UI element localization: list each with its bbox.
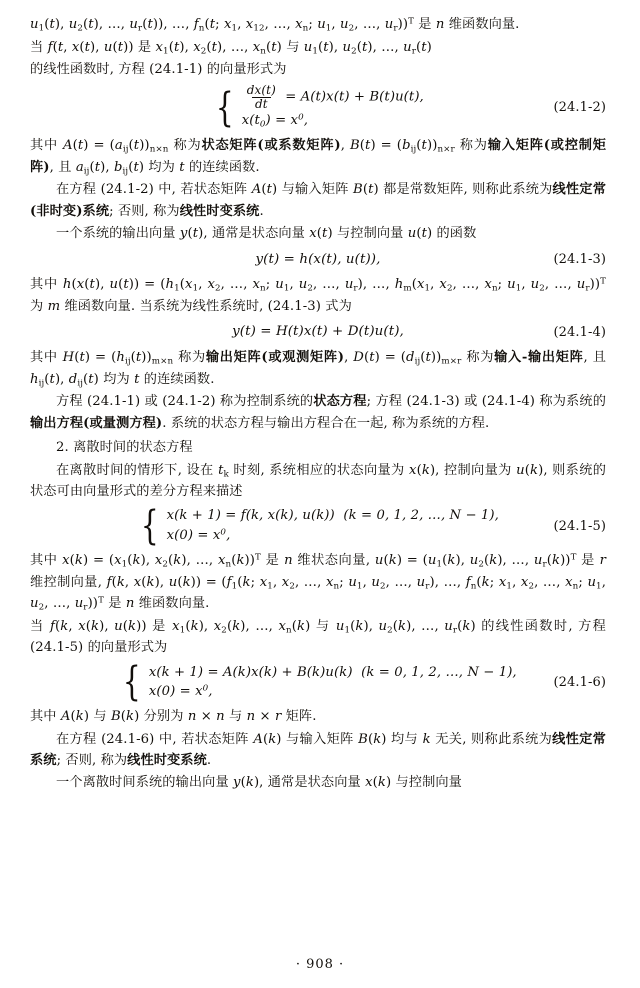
left-brace: { [140,503,159,550]
equation-line-1: x(k + 1) = A(k)x(k) + B(k)u(k) (k = 0, 1, 2, …, N − 1), [148,664,517,680]
paragraph-10: 在离散时间的情形下, 设在 $t_k$ 时刻, 系统相应的状态向量为 x(k), 控制向量为 u(k), 则系统的状态可由向量形式的差分方程来描述 [30,462,607,500]
equation-24-1-6 [30,659,606,706]
equation-system [212,84,424,131]
equation-system [119,659,517,706]
paragraph-1: $u_1(t)$, $u_2(t)$, …, $u_r(t)$), …, $f_n(t$; $x_1$, $x_{12}$, …, $x_n$; $u_1$, $u_2$, …, $u_r))^T$ 是 n 维函数向量. [30,16,520,34]
derivative-fraction: $\frac{dx(t)}{dt}$ [246,83,276,112]
equation-body: y(t) = H(t)x(t) + D(t)u(t), [232,324,404,340]
paragraph-13: 其中 A(k) 与 B(k) 分别为 n × n 与 n × r 矩阵. [30,709,317,725]
term-ltv-system-discrete: 线性时变系统 [127,752,207,768]
term-lti-system: 线性定常(非时变)系统 [30,182,606,219]
left-brace: { [123,659,141,706]
paragraph-4: 其中 $A(t) = (a_{ij}(t))_{n\times n}$ 称为状态矩阵(或系数矩阵), $B(t) = (b_{ij}(t))_{n\times r}$ 称为输入矩阵(或控制矩阵), 且 $a_{ij}(t)$, $b_{ij}(t)$ 均为 t 的连续函数. [30,138,606,177]
equation-number: (24.1-3) [553,251,606,267]
paragraph-6: 一个系统的输出向量 y(t), 通常是状态向量 x(t) 与控制向量 u(t) 的函数 [56,226,477,242]
equation-number: (24.1-6) [553,674,606,690]
paragraph-11: 其中 $x(k) = (x_1(k)$, $x_2(k)$, …, $x_n(k))^T$ 是 n 维状态向量, $u(k) = (u_1(k)$, $u_2(k)$, …, $u_r(k))^T$ 是 r 维控制向量, f(k, x(k), $u(k)) = (f_1(k$; $x_1$, $x_2$, …, $x_n$; $u_1$, $u_2$, …, $u_r$), …, $f_n(k$; $x_1$, $x_2$, …, $x_n$; $u_1$, $u_2$, …, $u_r))^T$ 是 n 维函数向量. [30,552,606,613]
equation-line-2: $x(0) = x^0$, [166,527,231,544]
equation-24-1-4 [30,321,606,343]
page-body [30,14,606,794]
page-number: · 908 · [295,957,345,972]
equation-line-1: $\frac{dx(t)}{dt}$ = A(t)x(t) + B(t)u(t), [242,84,424,110]
paragraph-7: 其中 h(x(t), $u(t)) = (h_1(x_1$, $x_2$, …, $x_n$; $u_1$, $u_2$, …, $u_r$), …, $h_m(x_1$, $x_2$, …, $x_n$; $u_1$, $u_2$, …, $u_r))^T$ 为 m 维函数向量. 当系统为线性系统时, (24.1-3) 式为 [30,277,606,314]
equation-line-1: x(k + 1) = f(k, x(k), u(k)) (k = 0, 1, 2, …, N − 1), [166,508,499,524]
equation-system [137,503,499,550]
section-heading: 2. 离散时间的状态方程 [56,440,193,456]
term-ltv-system: 线性时变系统 [179,203,260,219]
equation-number: (24.1-4) [553,324,606,340]
equation-body: y(t) = h(x(t), u(t)), [255,251,381,267]
paragraph-5: 在方程 (24.1-2) 中, 若状态矩阵 A(t) 与输入矩阵 B(t) 都是常数矩阵, 则称此系统为线性定常(非时变)系统; 否则, 称为线性时变系统. [30,182,606,219]
equation-24-1-5 [30,503,606,550]
paragraph-12: 当 f(k, x(k), u(k)) 是 $x_1(k)$, $x_2(k)$, …, $x_n(k)$ 与 $u_1(k)$, $u_2(k)$, …, $u_r(k)$ 的线性函数时, 方程 (24.1-5) 的向量形式为 [30,618,606,656]
equation-number: (24.1-2) [553,100,606,116]
term-io-matrix: 输入-输出矩阵 [494,350,584,366]
term-input-matrix: 输入矩阵(或控制矩阵) [30,138,606,175]
equation-24-1-2 [30,84,606,131]
paragraph-15: 一个离散时间系统的输出向量 y(k), 通常是状态向量 x(k) 与控制向量 [56,775,462,791]
equation-line-2: $x(0) = x^0$, [148,684,213,700]
paragraph-14: 在方程 (24.1-6) 中, 若状态矩阵 A(k) 与输入矩阵 B(k) 均与 k 无关, 则称此系统为线性定常系统; 否则, 称为线性时变系统. [30,731,606,768]
equation-number: (24.1-5) [553,518,606,534]
term-output-equation: 输出方程(或量测方程) [30,415,163,431]
paragraph-8: 其中 $H(t) = (h_{ij}(t))_{m\times n}$ 称为输出矩阵(或观测矩阵), $D(t) = (d_{ij}(t))_{m\times r}$ 称为输入-输出矩阵, 且 $h_{ij}(t)$, $d_{ij}(t)$ 均为 t 的连续函数. [30,350,607,389]
equation-line-2: $x(t_0) = x^0$, [241,112,309,130]
equation-24-1-3 [30,248,606,270]
paragraph-2: 当 f(t, x(t), u(t)) 是 $x_1(t)$, $x_2(t)$, …, $x_n(t)$ 与 $u_1(t)$, $u_2(t)$, …, $u_r(t)$ [30,39,432,56]
paragraph-3: 的线性函数时, 方程 (24.1-1) 的向量形式为 [30,62,287,78]
left-brace: { [215,84,234,131]
term-state-matrix: 状态矩阵(或系数矩阵) [201,138,341,154]
term-lti-system-discrete: 线性定常系统 [30,731,606,768]
term-state-equation: 状态方程 [313,394,367,410]
term-output-matrix: 输出矩阵(或观测矩阵) [205,350,345,366]
paragraph-9: 方程 (24.1-1) 或 (24.1-2) 称为控制系统的状态方程; 方程 (24.1-3) 或 (24.1-4) 称为系统的输出方程(或量测方程). 系统的状态方程与输出方程合在一起, 称为系统的方程. [30,394,606,431]
